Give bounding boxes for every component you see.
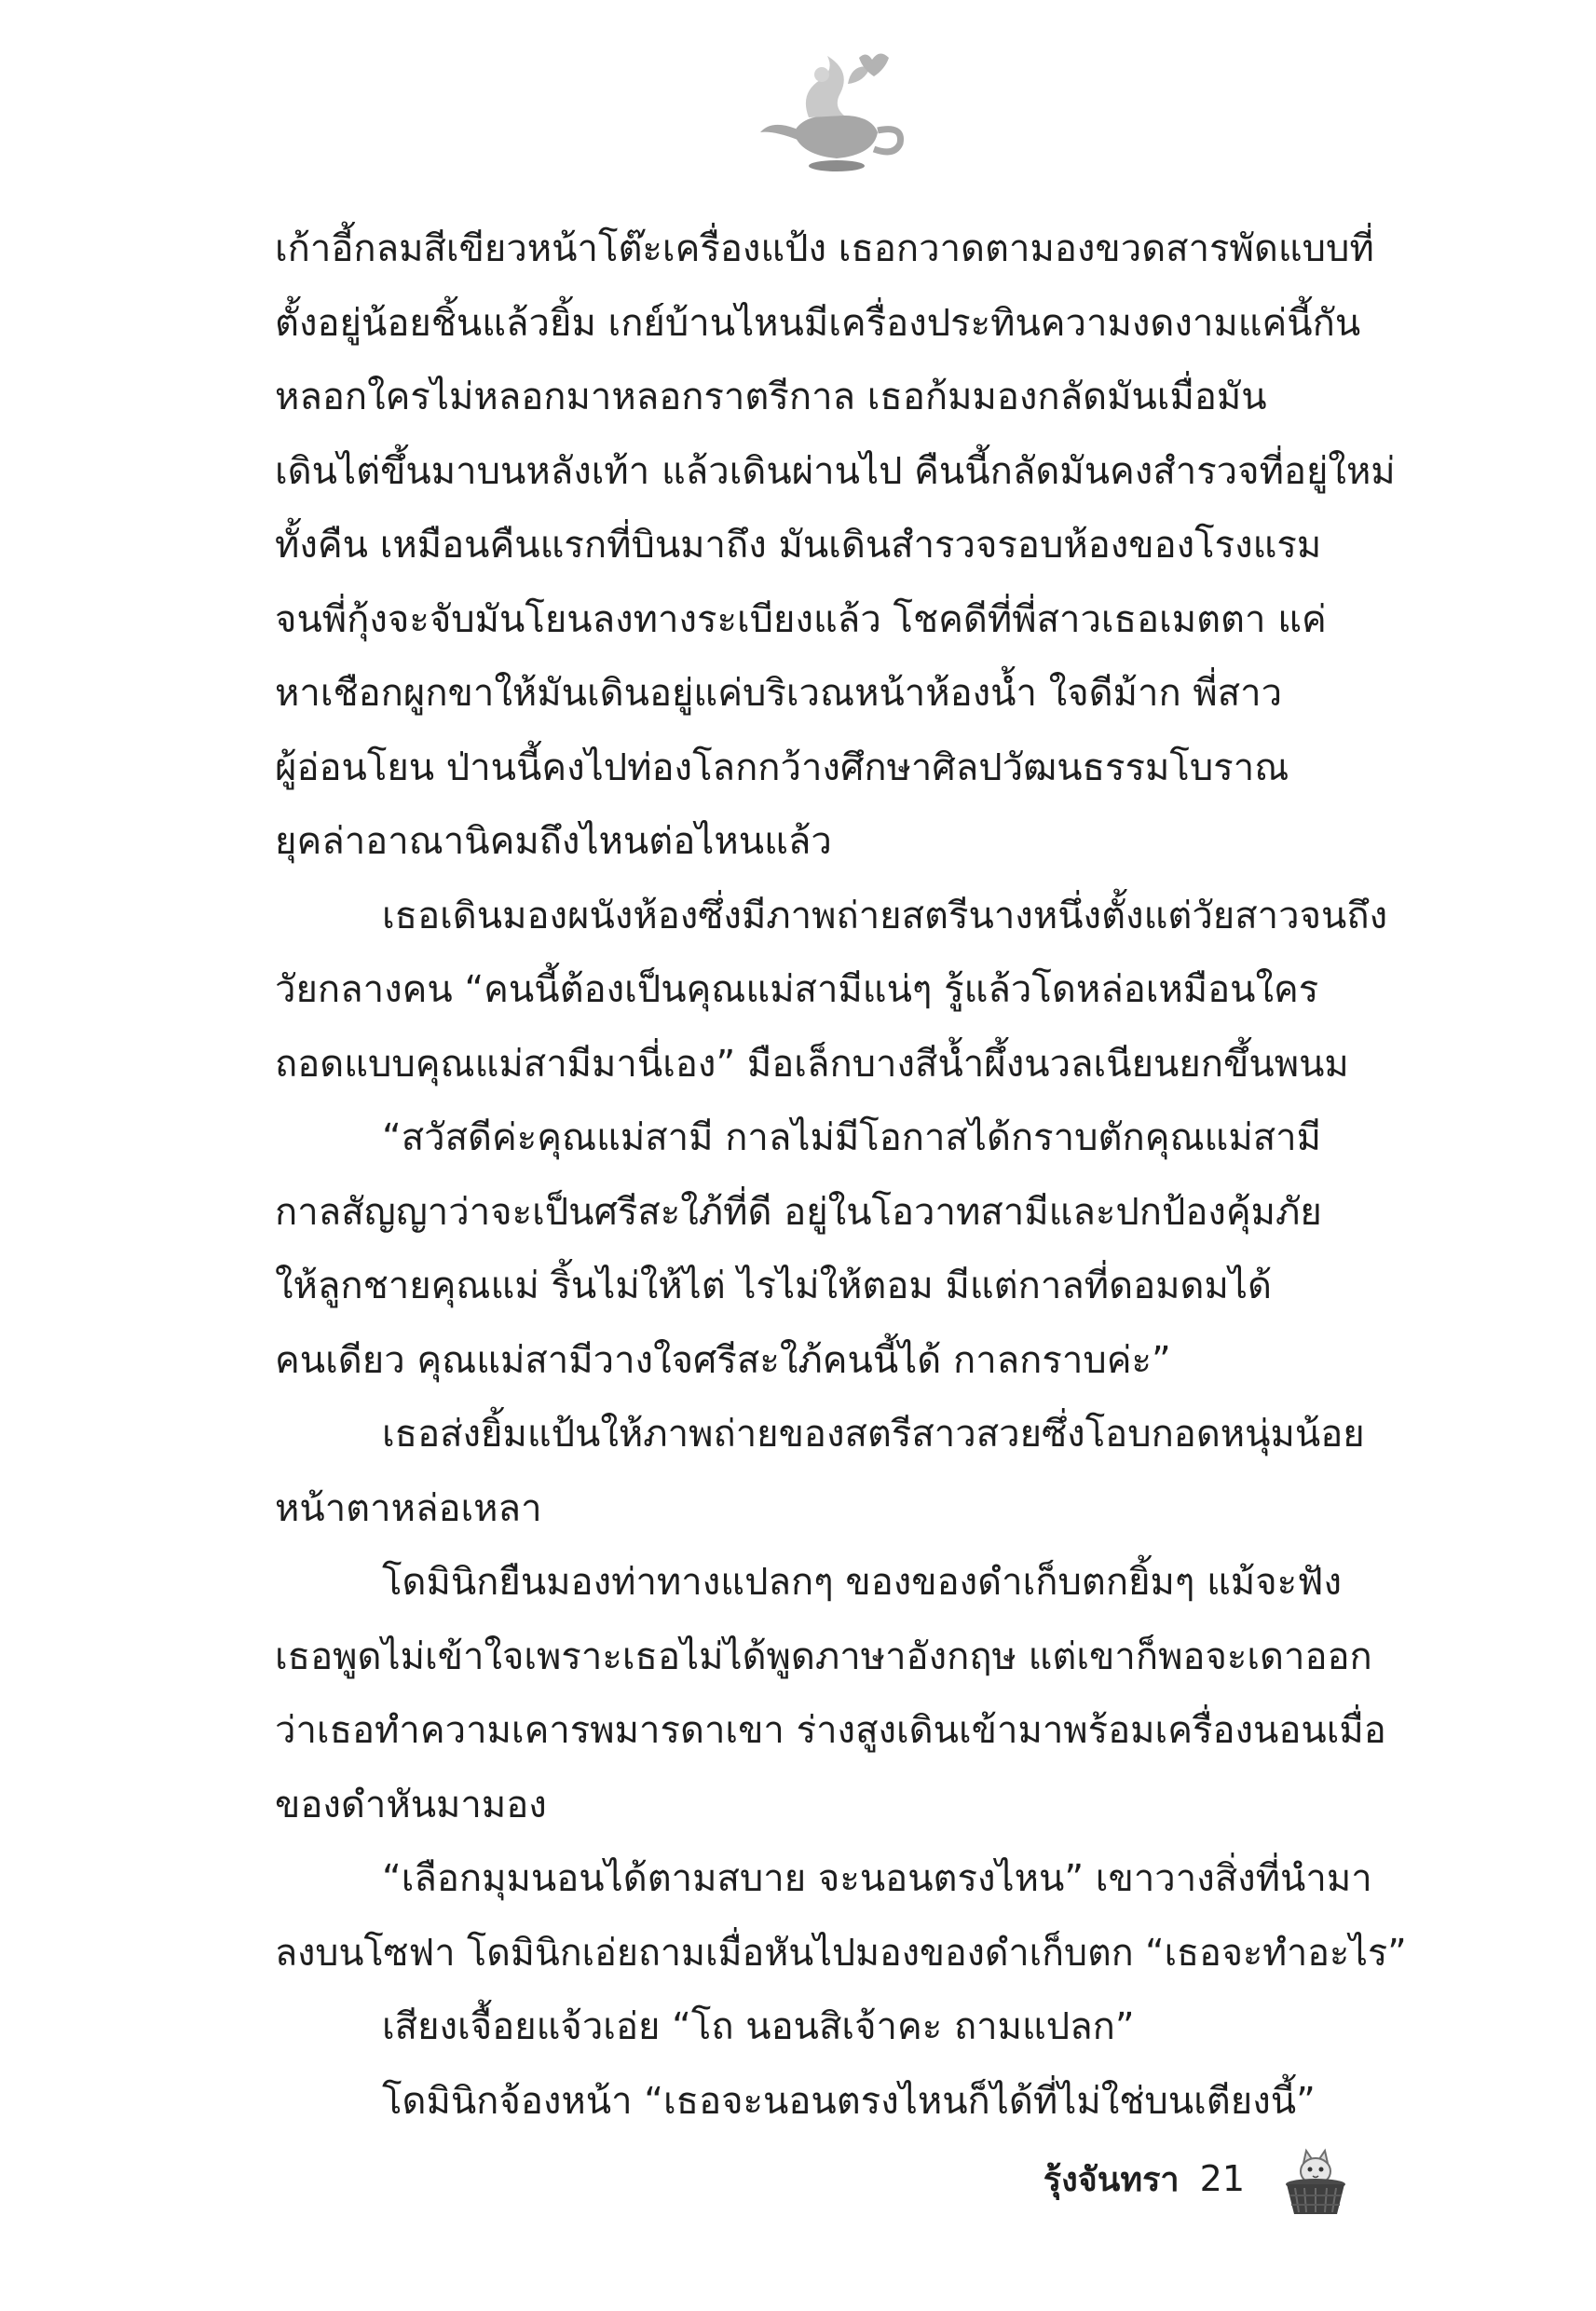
body-line: เธอส่งยิ้มแป้นให้ภาพถ่ายของสตรีสาวสวยซึ่งโอบกอดหนุ่มน้อย [382, 1413, 1365, 1456]
body-text [275, 212, 1407, 2139]
body-line: “สวัสดีค่ะคุณแม่สามี กาลไม่มีโอกาสได้กราบตักคุณแม่สามี [382, 1116, 1321, 1159]
body-line: ให้ลูกชายคุณแม่ ริ้นไม่ให้ไต่ ไรไม่ให้ตอม มีแต่กาลที่ดอมดมได้ [275, 1265, 1272, 1307]
body-line: ของดำหันมามอง [275, 1783, 547, 1826]
body-line: โดมินิกยืนมองท่าทางแปลกๆ ของของดำเก็บตกยิ้มๆ แม้จะฟัง [382, 1561, 1343, 1604]
body-line: กาลสัญญาว่าจะเป็นศรีสะใภ้ที่ดี อยู่ในโอวาทสามีและปกป้องคุ้มภัย [275, 1190, 1322, 1234]
body-line: คนเดียว คุณแม่สามีวางใจศรีสะใภ้คนนี้ได้ กาลกราบค่ะ” [275, 1338, 1171, 1382]
body-line: ว่าเธอทำความเคารพมารดาเขา ร่างสูงเดินเข้ามาพร้อมเครื่องนอนเมื่อ [275, 1709, 1386, 1752]
page-footer [1044, 2141, 1349, 2216]
body-line: “เลือกมุมนอนได้ตามสบาย จะนอนตรงไหน” เขาวางสิ่งที่นำมา [382, 1857, 1372, 1900]
body-line: เธอพูดไม่เข้าใจเพราะเธอไม่ได้พูดภาษาอังกฤษ แต่เขาก็พอจะเดาออก [275, 1634, 1372, 1678]
body-line: เดินไต่ขึ้นมาบนหลังเท้า แล้วเดินผ่านไป คืนนี้กลัดมันคงสำรวจที่อยู่ใหม่ [275, 449, 1396, 493]
body-line: จนพี่กุ้งจะจับมันโยนลงทางระเบียงแล้ว โชคดีที่พี่สาวเธอเมตตา แค่ [275, 597, 1327, 641]
body-line: ตั้งอยู่น้อยชิ้นแล้วยิ้ม เกย์บ้านไหนมีเครื่องประทินความงดงามแค่นี้กัน [275, 301, 1361, 345]
body-line: หลอกใครไม่หลอกมาหลอกราตรีกาล เธอก้มมองกลัดมันเมื่อมัน [275, 376, 1267, 418]
body-line: ทั้งคืน เหมือนคืนแรกที่บินมาถึง มันเดินสำรวจรอบห้องของโรงแรม [275, 524, 1322, 567]
body-line: โดมินิกจ้องหน้า “เธอจะนอนตรงไหนก็ได้ที่ไม่ใช่บนเตียงนี้” [382, 2079, 1316, 2123]
body-line: ยุคล่าอาณานิคมถึงไหนต่อไหนแล้ว [275, 820, 832, 863]
body-line: ลงบนโซฟา โดมินิกเอ่ยถามเมื่อหันไปมองของดำเก็บตก “เธอจะทำอะไร” [275, 1931, 1407, 1975]
body-line: หน้าตาหล่อเหลา [275, 1486, 542, 1530]
body-line: เธอเดินมองผนังห้องซึ่งมีภาพถ่ายสตรีนางหนึ่งตั้งแต่วัยสาวจนถึง [382, 894, 1388, 937]
body-line: ถอดแบบคุณแม่สามีมานี่เอง” มือเล็กบางสีน้ำผึ้งนวลเนียนยกขึ้นพนม [275, 1042, 1349, 1086]
body-line: เก้าอี้กลมสีเขียวหน้าโต๊ะเครื่องแป้ง เธอกวาดตามองขวดสารพัดแบบที่ [275, 227, 1374, 270]
cat-in-basket-icon [1282, 2140, 1349, 2218]
genie-lamp-ornament-icon [755, 47, 913, 177]
body-line: หาเชือกผูกขาให้มันเดินอยู่แค่บริเวณหน้าห้องน้ำ ใจดีม้าก พี่สาว [275, 672, 1283, 715]
running-title: รุ้งจันทรา [1043, 2160, 1180, 2199]
body-line: วัยกลางคน “คนนี้ต้องเป็นคุณแม่สามีแน่ๆ รู้แล้วโดหล่อเหมือนใคร [275, 968, 1319, 1011]
body-line: เสียงเจื้อยแจ้วเอ่ย “โถ นอนสิเจ้าคะ ถามแปลก” [382, 2005, 1135, 2048]
body-line: ผู้อ่อนโยน ป่านนี้คงไปท่องโลกกว้างศึกษาศิลปวัฒนธรรมโบราณ [275, 745, 1289, 789]
page-number: 21 [1199, 2158, 1245, 2199]
